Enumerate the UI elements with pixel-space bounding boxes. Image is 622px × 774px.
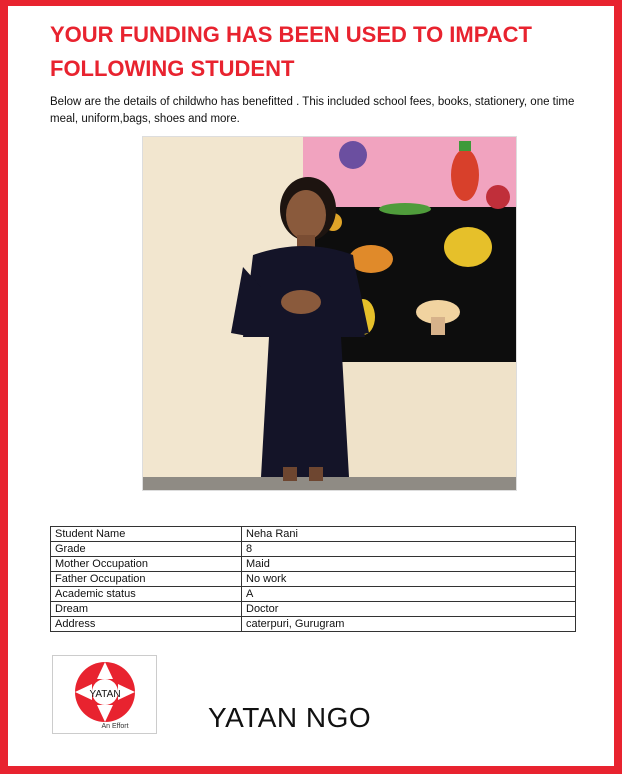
row-label: Grade (51, 542, 242, 557)
student-details-table (50, 526, 576, 632)
yatan-logo (52, 655, 157, 734)
row-value: Maid (242, 557, 576, 572)
row-label: Academic status (51, 587, 242, 602)
row-value: 8 (242, 542, 576, 557)
student-photo-illustration (143, 137, 516, 490)
table-row (51, 572, 576, 587)
title-line-1: YOUR FUNDING HAS BEEN USED TO IMPACT (50, 22, 532, 47)
row-label: Address (51, 617, 242, 632)
table-row (51, 602, 576, 617)
row-value: A (242, 587, 576, 602)
yatan-logo-icon (53, 656, 156, 733)
row-label: Father Occupation (51, 572, 242, 587)
table-row (51, 542, 576, 557)
row-label: Student Name (51, 527, 242, 542)
student-photo (142, 136, 517, 491)
row-value: caterpuri, Gurugram (242, 617, 576, 632)
table-row (51, 587, 576, 602)
page-title (50, 18, 590, 86)
row-label: Dream (51, 602, 242, 617)
logo-brand-text: YATAN (89, 689, 121, 700)
table-row (51, 527, 576, 542)
intro-paragraph: Below are the details of childwho has benefitted . This included school fees, books, stationery, one time meal, uniform,bags, shoes and more. (50, 96, 575, 125)
row-value: No work (242, 572, 576, 587)
table-row (51, 617, 576, 632)
table-row (51, 557, 576, 572)
row-value: Neha Rani (242, 527, 576, 542)
logo-tagline-text: An Effort (101, 723, 129, 730)
title-line-2: FOLLOWING STUDENT (50, 56, 295, 81)
organization-name: YATAN NGO (208, 702, 372, 733)
row-value: Doctor (242, 602, 576, 617)
row-label: Mother Occupation (51, 557, 242, 572)
